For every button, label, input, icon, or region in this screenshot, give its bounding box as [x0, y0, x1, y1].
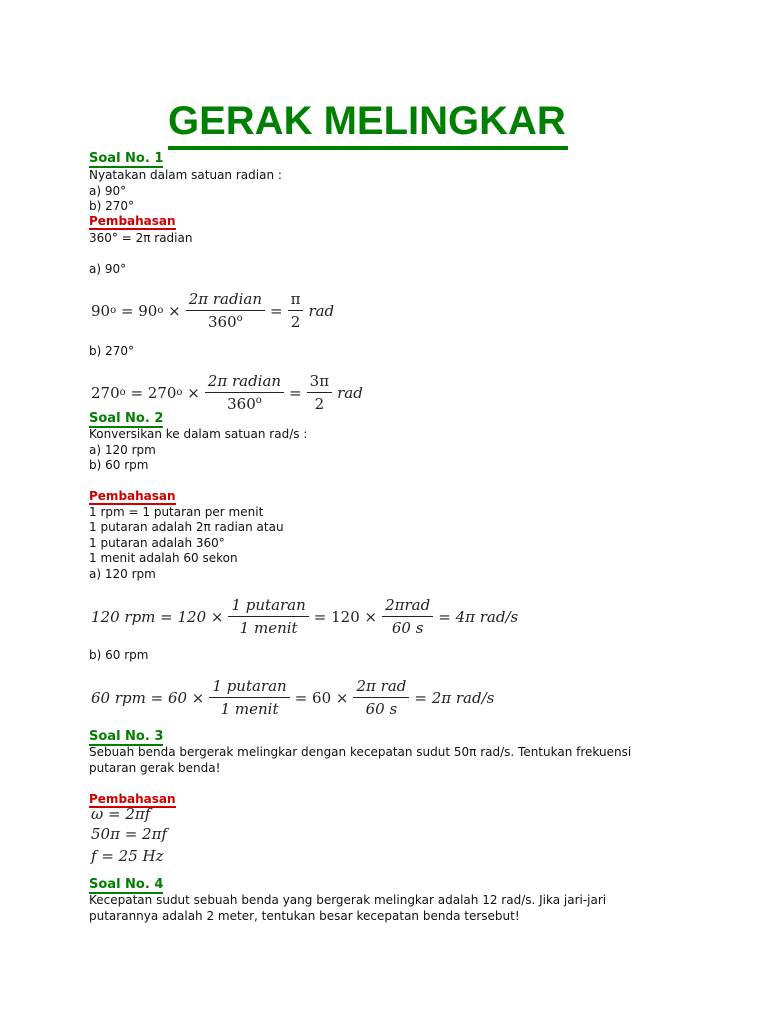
- soal-2-question: Konversikan ke dalam satuan rad/s :: [89, 427, 308, 441]
- soal-1-equation-a: 90 o = 90 o × $\frac{\text{2π radian}}{360^o}$ = $\frac{\pi}{2}$ rad: [91, 290, 335, 331]
- soal-1-option-a: a) 90°: [89, 184, 127, 198]
- fraction: $\frac{\text{2π radian}}{360^o}$: [205, 372, 284, 413]
- soal-2-equation-b: [91, 677, 494, 718]
- soal-2-part-b: b) 60 rpm: [89, 648, 149, 662]
- soal-3-question-line-2: putaran gerak benda!: [89, 761, 221, 775]
- soal-3-pembahasan-label: Pembahasan: [89, 792, 176, 806]
- soal-2-equation-a: [91, 596, 518, 637]
- eq-mid: 270: [147, 383, 177, 402]
- eq-unit: rad: [308, 301, 335, 320]
- soal-3-equation-1: ω = 2πf: [91, 805, 151, 823]
- eq-unit: rad: [337, 383, 363, 402]
- soal-2-fact-4: 1 menit adalah 60 sekon: [89, 551, 238, 565]
- soal-4-question-line-2: putarannya adalah 2 meter, tentukan besar kecepatan benda tersebut!: [89, 909, 520, 923]
- eq-lhs: 90: [91, 301, 111, 320]
- soal-1-question: Nyatakan dalam satuan radian :: [89, 168, 282, 182]
- soal-3-heading: Soal No. 3: [89, 729, 164, 744]
- fraction: $\frac{\text{2π radian}}{360^o}$: [186, 290, 265, 331]
- page-title: GERAK MELINGKAR: [168, 98, 568, 150]
- soal-2-fact-1: 1 rpm = 1 putaran per menit: [89, 505, 264, 519]
- soal-4-question-line-1: Kecepatan sudut sebuah benda yang bergerak melingkar adalah 12 rad/s. Jika jari-jari: [89, 893, 607, 907]
- soal-1-equation-b: 270 o = 270 o × $\frac{\text{2π radian}}{360^o}$ = $\frac{3\pi}{2}$ rad: [91, 372, 363, 413]
- eq-lhs: 60 rpm = 60 ×: [91, 688, 205, 707]
- eq-lhs: 120 rpm = 120 ×: [91, 607, 224, 626]
- soal-2-pembahasan-label: Pembahasan: [89, 489, 176, 503]
- fraction: $\frac{\text{1 putaran}}{\text{1 menit}}$: [209, 677, 289, 718]
- soal-2-fact-3: 1 putaran adalah 360°: [89, 536, 225, 550]
- fraction: $\frac{\text{2π rad}}{60 s}$: [353, 677, 409, 718]
- soal-2-option-b: b) 60 rpm: [89, 458, 149, 472]
- soal-2-heading: Soal No. 2: [89, 411, 164, 426]
- soal-4-heading: Soal No. 4: [89, 877, 164, 892]
- soal-1-heading: Soal No. 1: [89, 151, 164, 166]
- soal-2-fact-2: 1 putaran adalah 2π radian atau: [89, 520, 284, 534]
- soal-1-option-b: b) 270°: [89, 199, 135, 213]
- soal-2-part-a: a) 120 rpm: [89, 567, 156, 581]
- fraction-result: $\frac{3\pi}{2}$: [307, 372, 332, 413]
- soal-1-part-b: b) 270°: [89, 344, 135, 358]
- fraction-result: $\frac{\pi}{2}$: [288, 290, 304, 331]
- eq-result: = 4π rad/s: [438, 607, 519, 626]
- eq-mid: = 120 ×: [313, 607, 378, 626]
- eq-mid: = 60 ×: [294, 688, 349, 707]
- soal-1-pembahasan-label: Pembahasan: [89, 214, 176, 228]
- soal-3-question-line-1: Sebuah benda bergerak melingkar dengan kecepatan sudut 50π rad/s. Tentukan frekuensi: [89, 745, 632, 759]
- eq-mid: 90: [138, 301, 158, 320]
- eq-result: = 2π rad/s: [414, 688, 495, 707]
- fraction: $\frac{\text{2πrad}}{60 s}$: [382, 596, 433, 637]
- fraction: $\frac{\text{1 putaran}}{\text{1 menit}}$: [228, 596, 308, 637]
- soal-1-part-a: a) 90°: [89, 262, 127, 276]
- soal-3-equation-3: f = 25 Hz: [91, 847, 164, 865]
- soal-2-option-a: a) 120 rpm: [89, 443, 156, 457]
- eq-lhs: 270: [91, 383, 120, 402]
- soal-3-equation-2: 50π = 2πf: [91, 825, 168, 843]
- soal-1-fact: 360° = 2π radian: [89, 231, 193, 245]
